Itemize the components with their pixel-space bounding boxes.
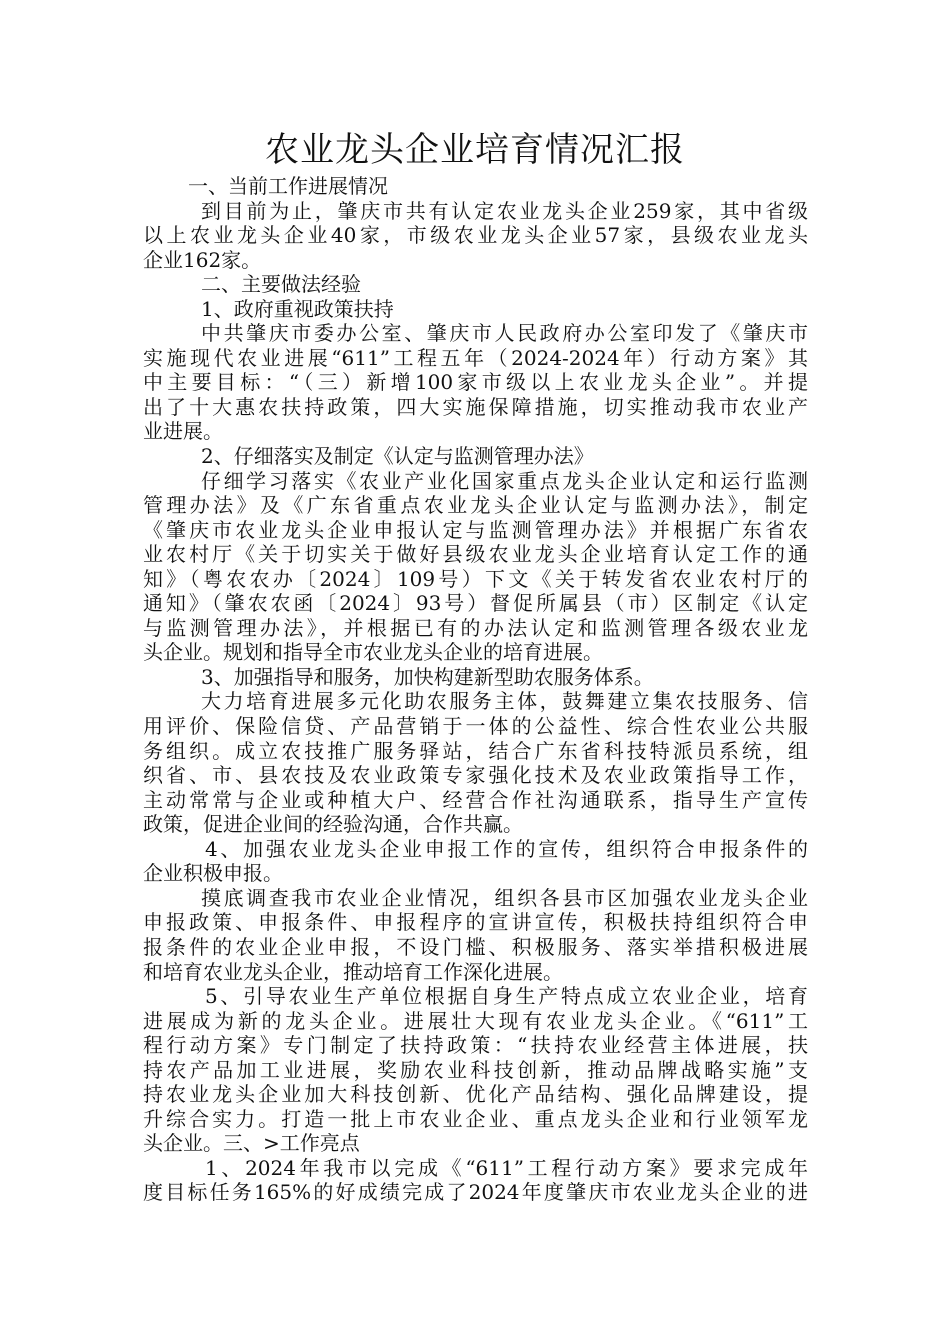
paragraph-line: 升综合实力。打造一批上市农业企业、重点龙头企业和行业领军龙 [143, 1106, 808, 1131]
paragraph-line: 实施现代农业进展“611”工程五年（2024-2024年）行动方案》其 [143, 345, 808, 370]
paragraph-line: 持农业龙头企业加大科技创新、优化产品结构、强化品牌建设，提 [143, 1082, 808, 1107]
subsection-heading: 5、引导农业生产单位根据自身生产特点成立农业企业，培育 [205, 984, 808, 1009]
paragraph-line: 报条件的农业企业申报，不设门槛、积极服务、落实举措积极进展 [143, 934, 808, 959]
paragraph-line: 摸底调查我市农业企业情况，组织各县市区加强农业龙头企业 [201, 885, 808, 910]
paragraph-line: 申报政策、申报条件、申报程序的宣讲宣传，积极扶持组织符合申 [143, 910, 808, 935]
paragraph-line: 以上农业龙头企业40家，市级农业龙头企业57家，县级农业龙头 [143, 223, 808, 248]
paragraph-line: 织省、市、县农技及农业政策专家强化技术及农业政策指导工作， [143, 763, 808, 788]
subsection-heading: 1、政府重视政策扶持 [201, 296, 394, 321]
paragraph-line: 仔细学习落实《农业产业化国家重点龙头企业认定和运行监测 [201, 468, 808, 493]
paragraph-line: 头企业。三、>工作亮点 [143, 1131, 360, 1156]
paragraph-line: 企业162家。 [143, 247, 262, 272]
paragraph-line: 《肇庆市农业龙头企业申报认定与监测管理办法》并根据广东省农 [143, 517, 808, 542]
paragraph-line: 中共肇庆市委办公室、肇庆市人民政府办公室印发了《肇庆市 [201, 321, 808, 346]
paragraph-line: 进展成为新的龙头企业。进展壮大现有农业龙头企业。《“611”工 [143, 1008, 808, 1033]
paragraph-line: 持农产品加工业进展，奖励农业科技创新，推动品牌战略实施”支 [143, 1057, 808, 1082]
paragraph-line: 通知》（肇农农函〔2024〕93号）督促所属县（市）区制定《认定 [143, 591, 808, 616]
paragraph-line: 到目前为止，肇庆市共有认定农业龙头企业259家，其中省级 [201, 198, 808, 223]
paragraph-line: 1、2024年我市以完成《“611”工程行动方案》要求完成年 [205, 1155, 808, 1180]
paragraph-line: 中主要目标：“（三）新增100家市级以上农业龙头企业”。并提 [143, 370, 808, 395]
paragraph-line: 出了十大惠农扶持政策，四大实施保障措施，切实推动我市农业产 [143, 394, 808, 419]
paragraph-line: 管理办法》及《广东省重点农业龙头企业认定与监测办法》，制定 [143, 493, 808, 518]
paragraph-line: 政策，促进企业间的经验沟通，合作共赢。 [143, 812, 523, 837]
paragraph-line: 业进展。 [143, 419, 223, 444]
paragraph-line: 头企业。规划和指导全市农业龙头企业的培育进展。 [143, 640, 603, 665]
document-title: 农业龙头企业培育情况汇报 [265, 130, 685, 170]
section-heading: 一、当前工作进展情况 [188, 174, 388, 198]
paragraph-line: 度目标任务165%的好成绩完成了2024年度肇庆市农业龙头企业的进 [143, 1180, 808, 1205]
document-body [143, 174, 808, 1205]
paragraph-line: 企业积极申报。 [143, 861, 283, 886]
subsection-heading: 4、加强农业龙头企业申报工作的宣传，组织符合申报条件的 [205, 836, 808, 861]
subsection-heading: 2、仔细落实及制定《认定与监测管理办法》 [201, 444, 594, 469]
paragraph-line: 程行动方案》专门制定了扶持政策：“扶持农业经营主体进展，扶 [143, 1033, 808, 1058]
paragraph-line: 与监测管理办法》，并根据已有的办法认定和监测管理各级农业龙 [143, 615, 808, 640]
paragraph-line: 主动常常与企业或种植大户、经营合作社沟通联系，指导生产宣传 [143, 787, 808, 812]
section-heading: 二、主要做法经验 [201, 272, 361, 297]
paragraph-line: 和培育农业龙头企业，推动培育工作深化进展。 [143, 959, 563, 984]
paragraph-line: 用评价、保险信贷、产品营销于一体的公益性、综合性农业公共服 [143, 714, 808, 739]
paragraph-line: 务组织。成立农技推广服务驿站，结合广东省科技特派员系统，组 [143, 738, 808, 763]
paragraph-line: 业农村厅《关于切实关于做好县级农业龙头企业培育认定工作的通 [143, 542, 808, 567]
subsection-heading: 3、加强指导和服务，加快构建新型助农服务体系。 [201, 664, 654, 689]
paragraph-line: 知》（粤农农办〔2024〕109号）下文《关于转发省农业农村厅的 [143, 566, 808, 591]
paragraph-line: 大力培育进展多元化助农服务主体，鼓舞建立集农技服务、信 [201, 689, 808, 714]
